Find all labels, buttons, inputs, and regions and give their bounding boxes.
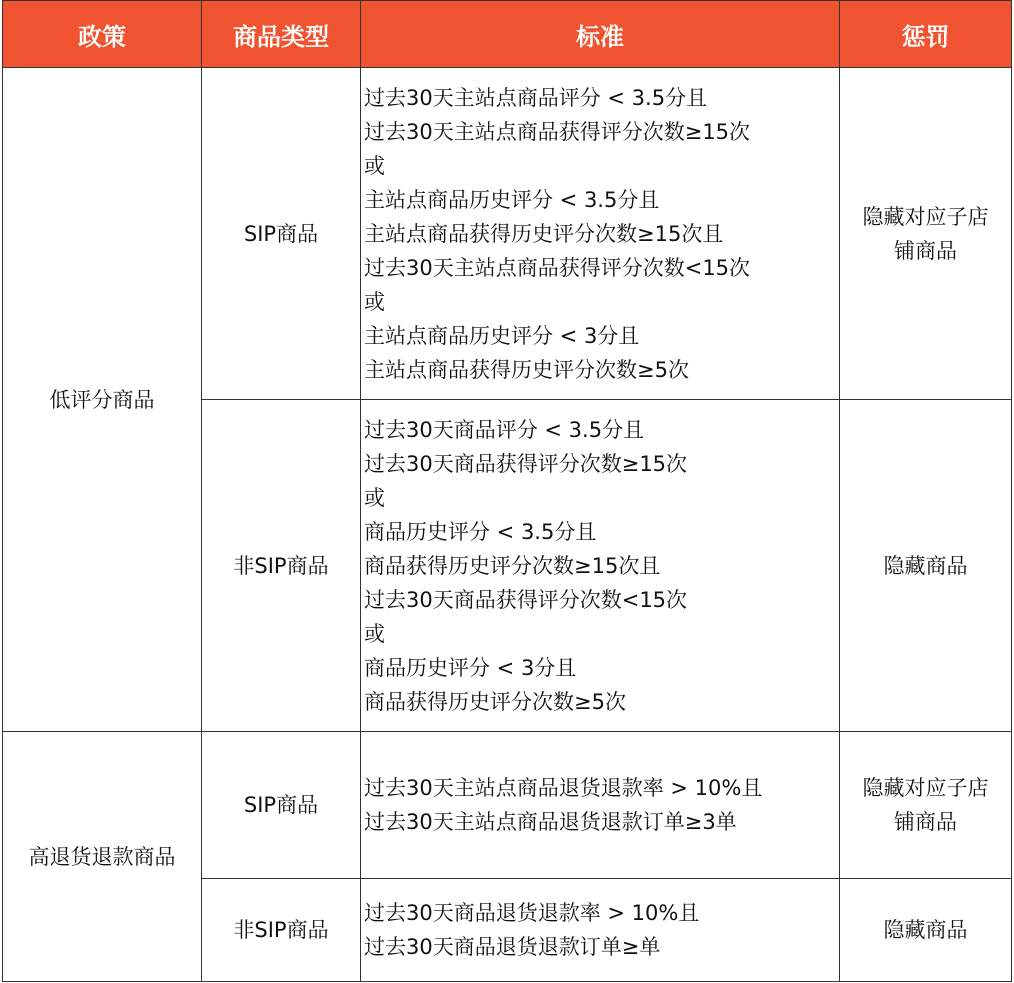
standard-line: 过去30天主站点商品退货退款订单≥3单 — [364, 810, 737, 834]
type-cell: SIP商品 — [202, 732, 361, 879]
type-cell: SIP商品 — [202, 68, 361, 400]
standard-cell — [361, 68, 840, 400]
penalty-line: 隐藏商品 — [883, 553, 968, 578]
policy-table — [2, 0, 1012, 982]
header-row — [3, 1, 1012, 68]
standard-line: 商品获得历史评分次数≥15次且 — [364, 553, 661, 578]
standard-line: 主站点商品历史评分 < 3.5分且 — [364, 187, 660, 212]
header-penalty: 惩罚 — [840, 1, 1012, 68]
penalty-line: 隐藏对应子店 — [862, 204, 989, 229]
standard-line: 或 — [364, 153, 385, 178]
standard-line: 商品历史评分 < 3分且 — [364, 655, 577, 680]
penalty-line: 隐藏对应子店 — [862, 776, 989, 800]
standard-line: 过去30天商品退货退款订单≥单 — [364, 935, 661, 959]
penalty-line: 隐藏商品 — [883, 918, 968, 942]
standard-line: 商品历史评分 < 3.5分且 — [364, 519, 597, 544]
standard-line: 过去30天商品获得评分次数<15次 — [364, 587, 688, 612]
penalty-cell — [840, 68, 1012, 400]
standard-line: 主站点商品获得历史评分次数≥15次且 — [364, 221, 724, 246]
standard-cell — [361, 400, 840, 732]
penalty-line: 铺商品 — [894, 810, 957, 834]
header-product-type: 商品类型 — [202, 1, 361, 68]
standard-line: 主站点商品获得历史评分次数≥5次 — [364, 357, 689, 382]
penalty-line: 铺商品 — [894, 238, 957, 263]
type-cell: 非SIP商品 — [202, 879, 361, 982]
standard-line: 过去30天商品退货退款率 > 10%且 — [364, 901, 700, 925]
header-standard: 标准 — [361, 1, 840, 68]
standard-line: 商品获得历史评分次数≥5次 — [364, 689, 626, 714]
standard-line: 过去30天主站点商品获得评分次数≥15次 — [364, 119, 751, 144]
policy-cell-high-refund: 高退货退款商品 — [3, 732, 202, 982]
penalty-cell — [840, 879, 1012, 982]
standard-line: 或 — [364, 621, 385, 646]
standard-line: 主站点商品历史评分 < 3分且 — [364, 323, 640, 348]
standard-line: 过去30天主站点商品获得评分次数<15次 — [364, 255, 751, 280]
table-row — [3, 68, 1012, 400]
standard-line: 或 — [364, 289, 385, 314]
standard-cell — [361, 879, 840, 982]
standard-line: 过去30天商品获得评分次数≥15次 — [364, 451, 688, 476]
standard-cell — [361, 732, 840, 879]
header-policy: 政策 — [3, 1, 202, 68]
policy-cell-low-rating: 低评分商品 — [3, 68, 202, 732]
penalty-cell — [840, 732, 1012, 879]
type-cell: 非SIP商品 — [202, 400, 361, 732]
standard-line: 或 — [364, 485, 385, 510]
standard-line: 过去30天商品评分 < 3.5分且 — [364, 417, 645, 442]
table-row — [3, 732, 1012, 879]
penalty-cell — [840, 400, 1012, 732]
standard-line: 过去30天主站点商品退货退款率 > 10%且 — [364, 776, 763, 800]
standard-line: 过去30天主站点商品评分 < 3.5分且 — [364, 85, 708, 110]
